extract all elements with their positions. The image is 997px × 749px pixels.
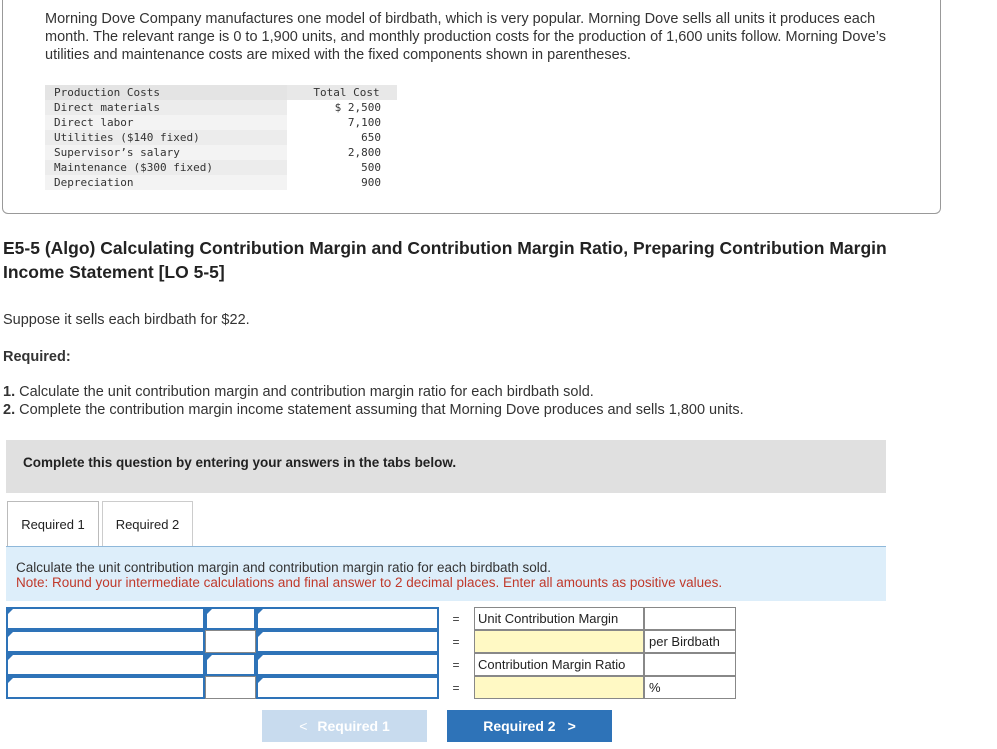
cost-label: Utilities ($140 fixed) bbox=[45, 130, 287, 145]
exercise-title: E5-5 (Algo) Calculating Contribution Margin and Contribution Margin Ratio, Preparing Contribution Margin Income Statement [LO 5-5] bbox=[3, 238, 887, 282]
previous-button-label: Required 1 bbox=[317, 718, 390, 734]
operator-cell-2 bbox=[205, 630, 256, 653]
contribution-margin-ratio-answer[interactable] bbox=[474, 676, 644, 699]
operator-cell-4 bbox=[205, 676, 256, 699]
tab-required-1[interactable]: Required 1 bbox=[7, 501, 99, 546]
chevron-left-icon: < bbox=[299, 718, 308, 734]
cost-label: Supervisor’s salary bbox=[45, 145, 287, 160]
per-birdbath-label: per Birdbath bbox=[644, 630, 736, 653]
unit-contribution-margin-answer[interactable] bbox=[474, 630, 644, 653]
requirement-2-text: Complete the contribution margin income statement assuming that Morning Dove produces and sells 1,800 units. bbox=[19, 402, 744, 418]
header-total-cost: Total Cost bbox=[287, 85, 397, 100]
unit-label-empty bbox=[644, 653, 736, 676]
operator-input-3[interactable] bbox=[205, 653, 256, 676]
cost-label: Depreciation bbox=[45, 175, 287, 190]
formula-input-3a[interactable] bbox=[6, 653, 205, 676]
formula-input-3b[interactable] bbox=[256, 653, 439, 676]
table-row bbox=[45, 100, 397, 115]
requirement-1-number: 1. bbox=[3, 384, 16, 400]
percent-label: % bbox=[644, 676, 736, 699]
requirement-1-text: Calculate the unit contribution margin and contribution margin ratio for each birdbath sold. bbox=[19, 384, 594, 400]
cost-label: Direct labor bbox=[45, 115, 287, 130]
next-button-label: Required 2 bbox=[483, 718, 556, 734]
next-required-2-button[interactable] bbox=[447, 710, 612, 742]
table-row bbox=[45, 175, 397, 190]
formula-input-1a[interactable] bbox=[6, 607, 205, 630]
requirement-1 bbox=[3, 384, 594, 400]
cost-label: Direct materials bbox=[45, 100, 287, 115]
cost-value: $ 2,500 bbox=[287, 100, 397, 115]
table-row bbox=[45, 115, 397, 130]
requirement-2-number: 2. bbox=[3, 402, 16, 418]
equals-sign: = bbox=[452, 635, 460, 649]
unit-contribution-margin-label: Unit Contribution Margin bbox=[474, 607, 644, 630]
problem-intro: Morning Dove Company manufactures one model of birdbath, which is very popular. Morning Dove sells all units it produces each month. The relevant range is 0 to 1,900 units, and monthly production costs for the production of 1,600 units follow. Morning Dove’s utilities and maintenance costs are mixed with the fixed components shown in parentheses. bbox=[45, 11, 886, 63]
formula-input-2b[interactable] bbox=[256, 630, 439, 653]
table-row bbox=[45, 145, 397, 160]
cost-label: Maintenance ($300 fixed) bbox=[45, 160, 287, 175]
cost-value: 500 bbox=[287, 160, 397, 175]
requirement-2 bbox=[3, 402, 744, 418]
table-row bbox=[45, 160, 397, 175]
panel-instruction: Calculate the unit contribution margin and contribution margin ratio for each birdbath sold. bbox=[16, 560, 552, 575]
price-statement: Suppose it sells each birdbath for $22. bbox=[3, 312, 250, 328]
table-header-row bbox=[45, 85, 397, 100]
cost-value: 2,800 bbox=[287, 145, 397, 160]
equals-sign: = bbox=[452, 681, 460, 695]
table-row bbox=[45, 130, 397, 145]
unit-label-empty bbox=[644, 607, 736, 630]
equals-sign: = bbox=[452, 658, 460, 672]
header-production-costs: Production Costs bbox=[45, 85, 287, 100]
cost-value: 900 bbox=[287, 175, 397, 190]
production-costs-table bbox=[45, 85, 397, 190]
equals-sign: = bbox=[452, 612, 460, 626]
formula-input-4a[interactable] bbox=[6, 676, 205, 699]
formula-input-1b[interactable] bbox=[256, 607, 439, 630]
formula-input-4b[interactable] bbox=[256, 676, 439, 699]
cost-value: 650 bbox=[287, 130, 397, 145]
instruction-banner-text: Complete this question by entering your answers in the tabs below. bbox=[23, 455, 457, 470]
contribution-margin-ratio-label: Contribution Margin Ratio bbox=[474, 653, 644, 676]
previous-required-1-button[interactable] bbox=[262, 710, 427, 742]
tab-required-2[interactable]: Required 2 bbox=[102, 501, 193, 546]
chevron-right-icon: > bbox=[567, 718, 576, 734]
formula-input-2a[interactable] bbox=[6, 630, 205, 653]
required-heading: Required: bbox=[3, 349, 71, 365]
cost-value: 7,100 bbox=[287, 115, 397, 130]
operator-input-1[interactable] bbox=[205, 607, 256, 630]
panel-note: Note: Round your intermediate calculations and final answer to 2 decimal places. Enter all amounts as positive values. bbox=[16, 575, 723, 590]
